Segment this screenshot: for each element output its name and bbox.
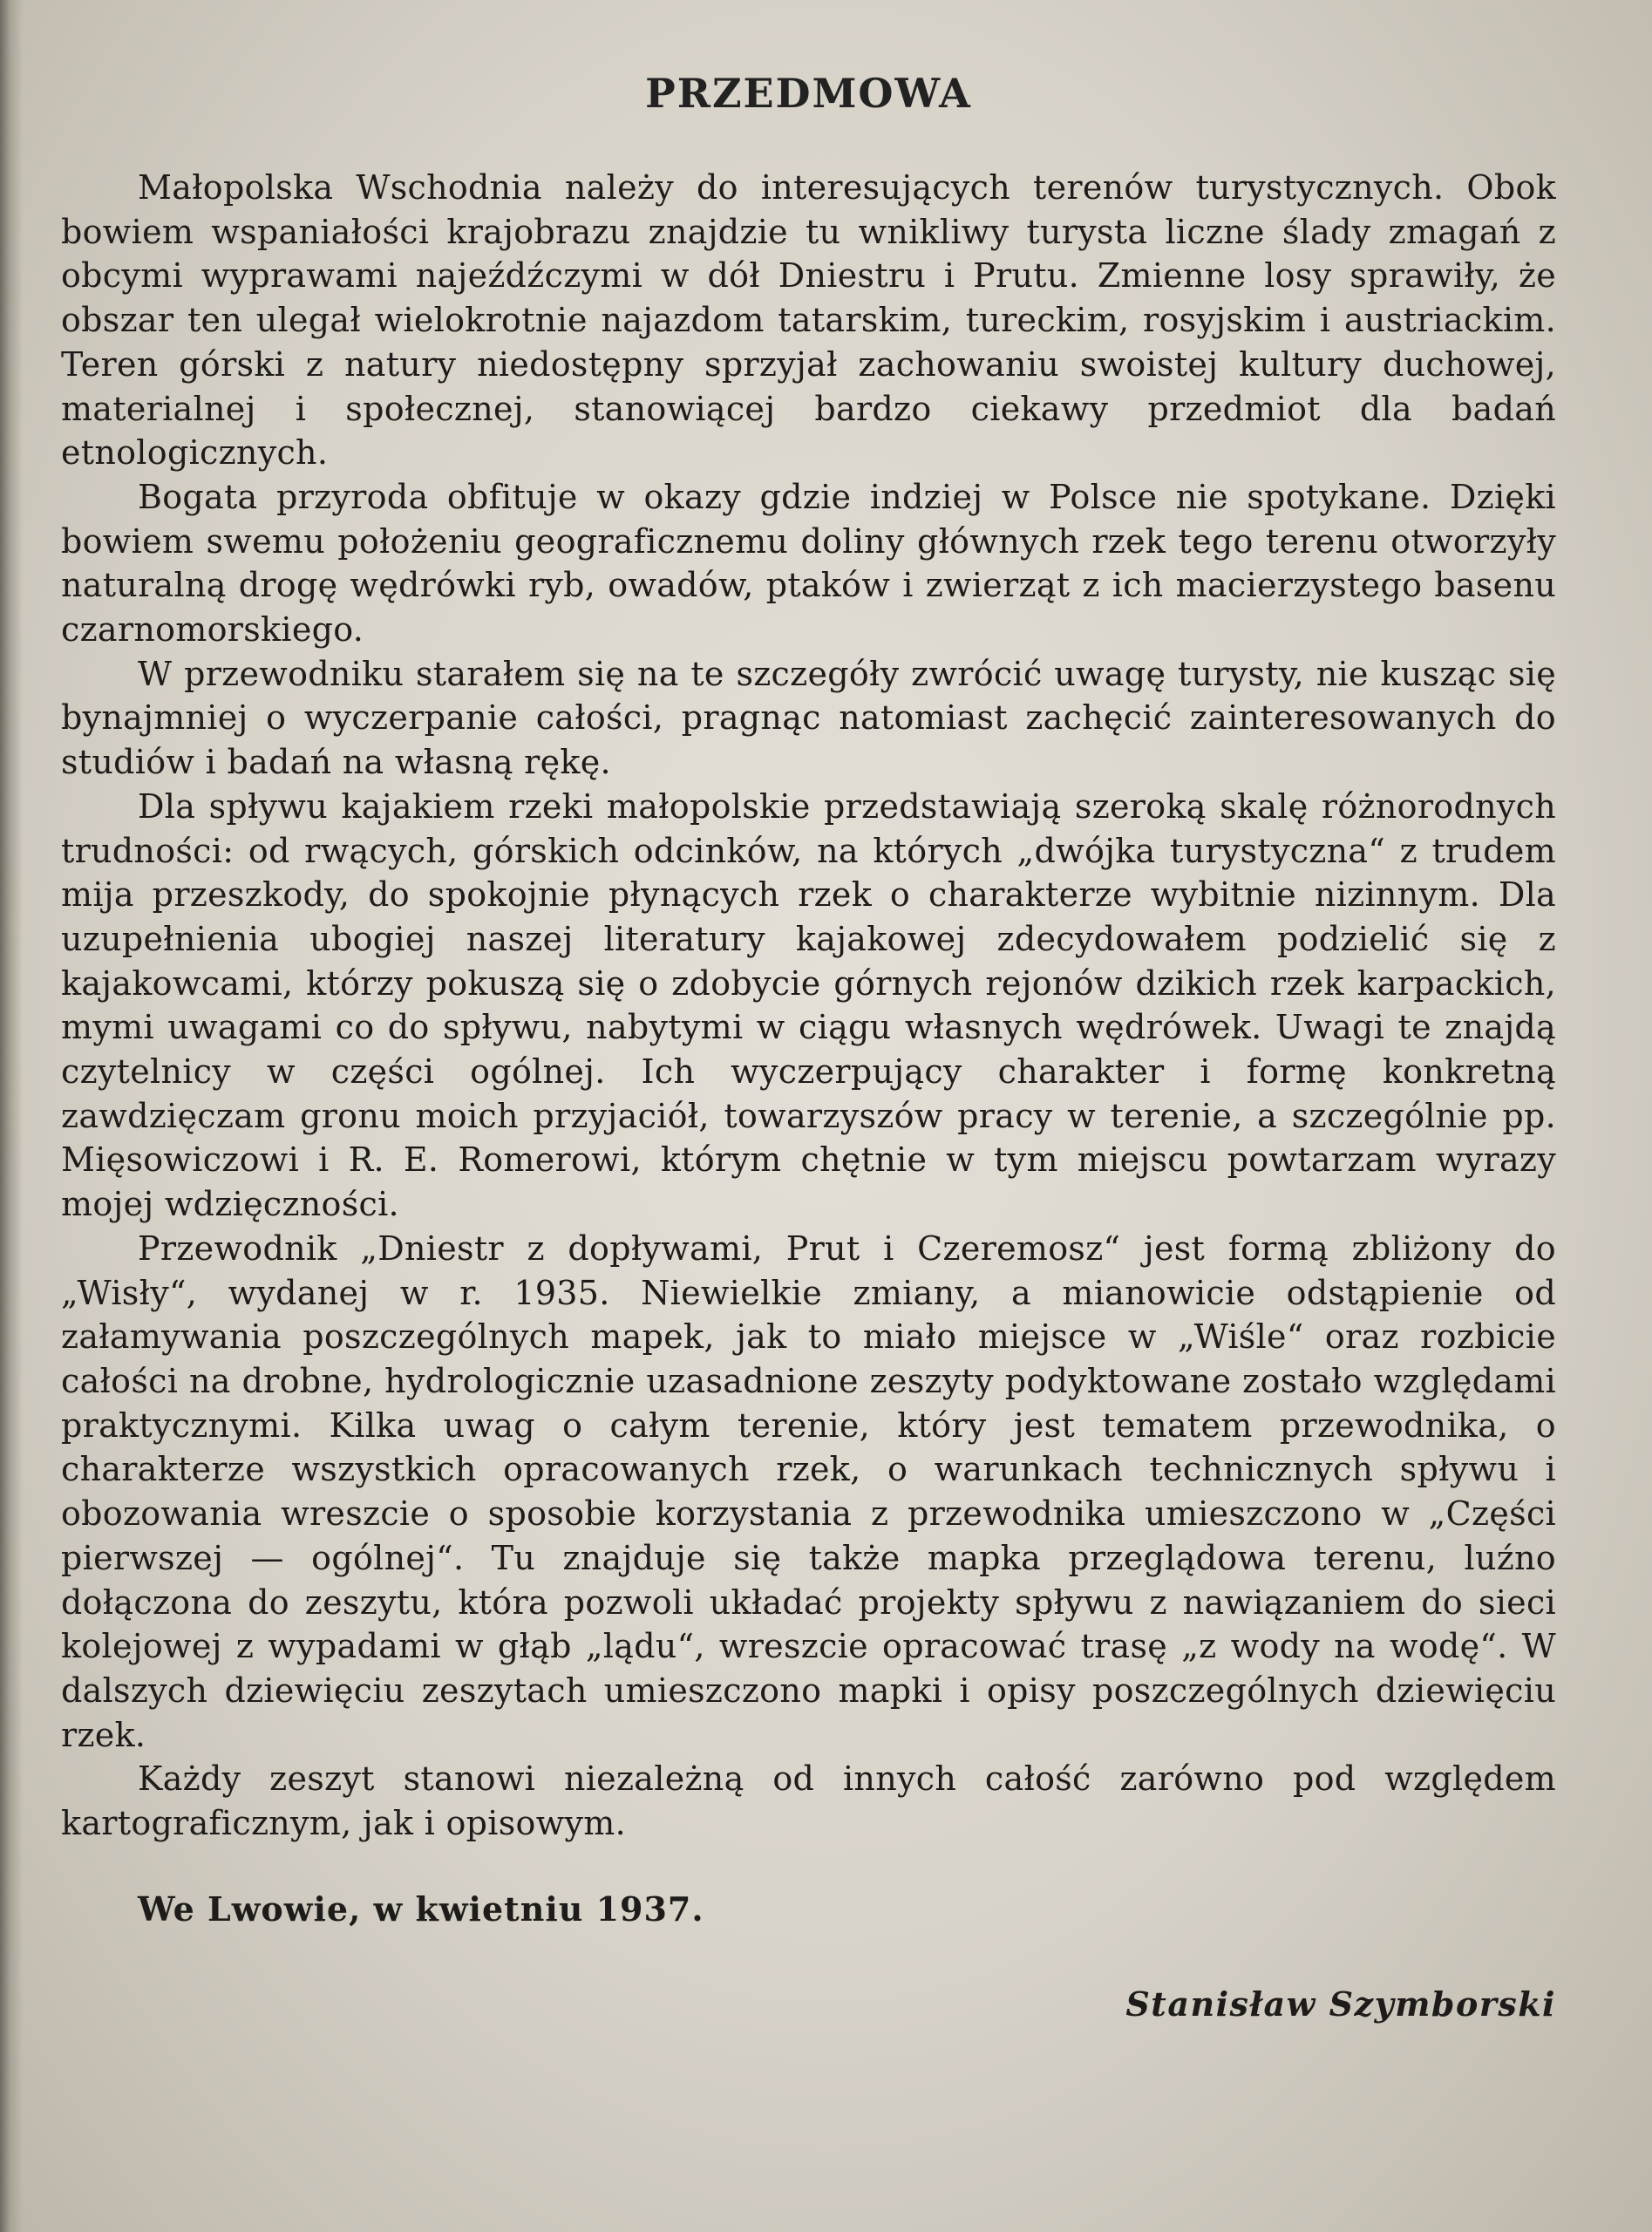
book-page: [61, 52, 1556, 2188]
page-title: PRZEDMOWA: [645, 70, 972, 117]
paragraph-6: Każdy zeszyt stanowi niezależną od innych całość zarówno pod względem kartograficznym, jak i opisowym.: [61, 1759, 1556, 1843]
paragraph-4: Dla spływu kajakiem rzeki małopolskie przedstawiają szeroką skalę różnorodnych trudności: od rwących, górskich odcinków, na których „dwójka turystyczna“ z trudem mija przeszkody, do spokojnie płynących rzek o charakterze wybitnie nizinnym. Dla uzupełnienia ubogiej naszej literatury kajakowej zdecydowałem podzielić się z kajakowcami, którzy pokuszą się o zdobycie górnych rejonów dzikich rzek karpackich, mymi uwagami co do spływu, nabytymi w ciągu własnych wędrówek. Uwagi te znajdą czytelnicy w części ogólnej. Ich wyczerpujący charakter i formę konkretną zawdzięczam gronu moich przyjaciół, towarzyszów pracy w terenie, a szczególnie pp. Mięsowiczowi i R. E. Romerowi, którym chętnie w tym miejscu powtarzam wyrazy mojej wdzięczności.: [61, 786, 1556, 1224]
preface-body: [61, 166, 1556, 1846]
author-signature: Stanisław Szymborski: [1125, 1984, 1556, 2024]
place-and-date: We Lwowie, w kwietniu 1937.: [138, 1888, 704, 1929]
paragraph-5: Przewodnik „Dniestr z dopływami, Prut i Czeremosz“ jest formą zbliżony do „Wisły“, wydanej w r. 1935. Niewielkie zmiany, a mianowicie odstąpienie od załamywania poszczególnych mapek, jak to miało miejsce w „Wiśle“ oraz rozbicie całości na drobne, hydrologicznie uzasadnione zeszyty podyktowane zostało względami praktycznymi. Kilka uwag o całym terenie, który jest tematem przewodnika, o charakterze wszystkich opracowanych rzek, o warunkach technicznych spływu i obozowania wreszcie o sposobie korzystania z przewodnika umieszczono w „Części pierwszej — ogólnej“. Tu znajduje się także mapka przeglądowa terenu, luźno dołączona do zeszytu, która pozwoli układać projekty spływu z nawiązaniem do sieci kolejowej z wypadami w głąb „lądu“, wreszcie opracować trasę „z wody na wodę“. W dalszych dziewięciu zeszytach umieszczono mapki i opisy poszczególnych dziewięciu rzek.: [61, 1228, 1556, 1754]
page-edge-shadow: [0, 0, 23, 2232]
paragraph-3: W przewodniku starałem się na te szczegóły zwrócić uwagę turysty, nie kusząc się bynajmniej o wyczerpanie całości, pragnąc natomiast zachęcić zainteresowanych do studiów i badań na własną rękę.: [61, 654, 1556, 782]
paragraph-2: Bogata przyroda obfituje w okazy gdzie indziej w Polsce nie spotykane. Dzięki bowiem swemu położeniu geograficznemu doliny głównych rzek tego terenu otworzyły naturalną drogę wędrówki ryb, owadów, ptaków i zwierząt z ich macierzystego basenu czarnomorskiego.: [61, 477, 1556, 650]
paragraph-1: Małopolska Wschodnia należy do interesujących terenów turystycznych. Obok bowiem wspaniałości krajobrazu znajdzie tu wnikliwy turysta liczne ślady zmagań z obcymi wyprawami najeźdźczymi w dół Dniestru i Prutu. Zmienne losy sprawiły, że obszar ten ulegał wielokrotnie najazdom tatarskim, tureckim, rosyjskim i austriackim. Teren górski z natury niedostępny sprzyjał zachowaniu swoistej kultury duchowej, materialnej i społecznej, stanowiącej bardzo ciekawy przedmiot dla badań etnologicznych.: [61, 168, 1556, 473]
